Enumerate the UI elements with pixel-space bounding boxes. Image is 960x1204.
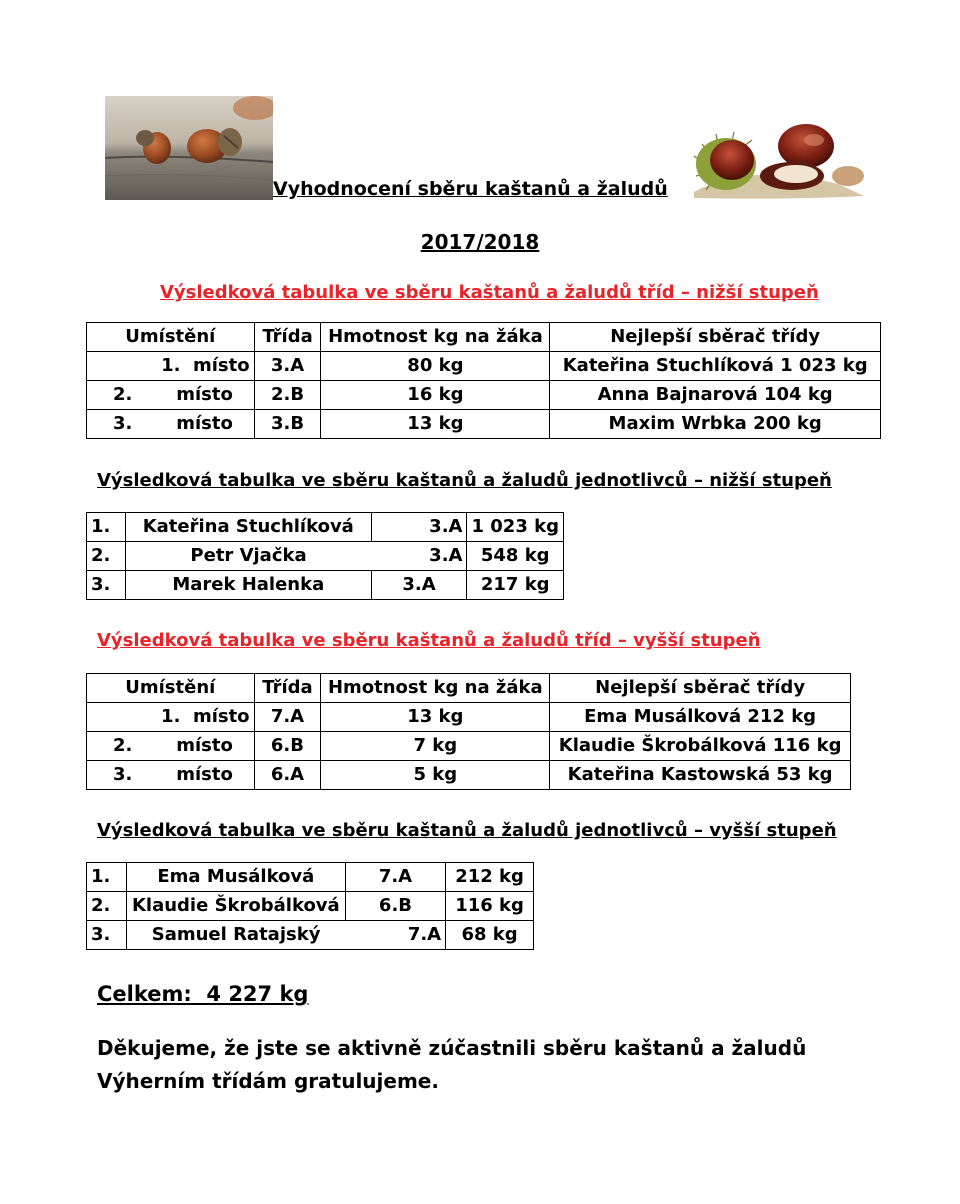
- header-cell: Nejlepší sběrač třídy: [550, 674, 851, 703]
- table3-class-results: [86, 673, 851, 790]
- mass-cell: 80 kg: [321, 352, 550, 381]
- table-row: [87, 513, 564, 542]
- mass-cell: 5 kg: [321, 761, 550, 790]
- class-cell: 7.A: [345, 863, 445, 892]
- class-cell: 3.A: [254, 352, 321, 381]
- class-cell: 2.B: [254, 381, 321, 410]
- mass-cell: 7 kg: [321, 732, 550, 761]
- place-cell: 3. místo: [87, 761, 255, 790]
- table3-heading: Výsledková tabulka ve sběru kaštanů a žaludů tříd – vyšší stupeň: [97, 630, 761, 651]
- acorns-image: [105, 96, 273, 200]
- mass-cell: 68 kg: [446, 921, 534, 950]
- table-row: [87, 921, 534, 950]
- table-row: [87, 732, 851, 761]
- school-year: 2017/2018: [420, 230, 540, 254]
- name-cell: Marek Halenka: [125, 571, 371, 600]
- class-cell: 6.A: [254, 761, 321, 790]
- best-cell: Kateřina Stuchlíková 1 023 kg: [550, 352, 881, 381]
- document-title: Vyhodnocení sběru kaštanů a žaludů: [273, 178, 668, 200]
- header-cell: Třída: [254, 323, 321, 352]
- table-row: [87, 542, 564, 571]
- name-cell: Petr Vjačka: [125, 542, 371, 571]
- table-header-row: [87, 674, 851, 703]
- table-row: [87, 571, 564, 600]
- best-cell: Ema Musálková 212 kg: [550, 703, 851, 732]
- mass-cell: 217 kg: [467, 571, 564, 600]
- table-row: [87, 410, 881, 439]
- place-cell: 3. místo: [87, 410, 255, 439]
- class-cell: 6.B: [345, 892, 445, 921]
- header-cell: Hmotnost kg na žáka: [321, 674, 550, 703]
- name-cell: Klaudie Škrobálková: [126, 892, 345, 921]
- table-header-row: [87, 323, 881, 352]
- rank-cell: 3.: [87, 921, 127, 950]
- table4-heading: Výsledková tabulka ve sběru kaštanů a žaludů jednotlivců – vyšší stupeň: [97, 820, 837, 841]
- class-cell: 7.A: [345, 921, 445, 950]
- rank-cell: 2.: [87, 892, 127, 921]
- name-cell: Samuel Ratajský: [126, 921, 345, 950]
- class-cell: 6.B: [254, 732, 321, 761]
- chestnuts-image: [688, 102, 872, 200]
- chestnuts-illustration: [688, 102, 872, 200]
- header-cell: Třída: [254, 674, 321, 703]
- mass-cell: 548 kg: [467, 542, 564, 571]
- class-cell: 3.A: [371, 571, 467, 600]
- rank-cell: 1.: [87, 513, 126, 542]
- place-cell: 2. místo: [87, 732, 255, 761]
- table-row: [87, 703, 851, 732]
- table-row: [87, 863, 534, 892]
- rank-cell: 3.: [87, 571, 126, 600]
- rank-cell: 1.: [87, 863, 127, 892]
- header-cell: Hmotnost kg na žáka: [321, 323, 550, 352]
- table-row: [87, 352, 881, 381]
- table-row: [87, 892, 534, 921]
- thanks-line-2: Výherním třídám gratulujeme.: [97, 1069, 439, 1093]
- mass-cell: 212 kg: [446, 863, 534, 892]
- header-cell: Nejlepší sběrač třídy: [550, 323, 881, 352]
- thanks-message: [97, 1032, 806, 1098]
- best-cell: Maxim Wrbka 200 kg: [550, 410, 881, 439]
- rank-cell: 2.: [87, 542, 126, 571]
- mass-cell: 13 kg: [321, 703, 550, 732]
- name-cell: Kateřina Stuchlíková: [125, 513, 371, 542]
- table1-heading: Výsledková tabulka ve sběru kaštanů a žaludů tříd – nižší stupeň: [160, 282, 819, 303]
- table-row: [87, 381, 881, 410]
- mass-cell: 116 kg: [446, 892, 534, 921]
- header-cell: Umístění: [87, 323, 255, 352]
- acorns-photo: [105, 96, 273, 200]
- table2-heading: Výsledková tabulka ve sběru kaštanů a žaludů jednotlivců – nižší stupeň: [97, 470, 832, 491]
- table-row: [87, 761, 851, 790]
- place-cell: 1. místo: [87, 703, 255, 732]
- place-cell: 2. místo: [87, 381, 255, 410]
- mass-cell: 1 023 kg: [467, 513, 564, 542]
- best-cell: Anna Bajnarová 104 kg: [550, 381, 881, 410]
- mass-cell: 13 kg: [321, 410, 550, 439]
- best-cell: Klaudie Škrobálková 116 kg: [550, 732, 851, 761]
- class-cell: 3.B: [254, 410, 321, 439]
- table4-individual-results: [86, 862, 534, 950]
- header-cell: Umístění: [87, 674, 255, 703]
- name-cell: Ema Musálková: [126, 863, 345, 892]
- class-cell: 3.A: [371, 513, 467, 542]
- class-cell: 7.A: [254, 703, 321, 732]
- thanks-line-1: Děkujeme, že jste se aktivně zúčastnili sběru kaštanů a žaludů: [97, 1036, 807, 1060]
- place-cell: 1. místo: [87, 352, 255, 381]
- total-weight: Celkem: 4 227 kg: [97, 982, 309, 1006]
- table1-class-results: [86, 322, 881, 439]
- class-cell: 3.A: [371, 542, 467, 571]
- table2-individual-results: [86, 512, 564, 600]
- mass-cell: 16 kg: [321, 381, 550, 410]
- best-cell: Kateřina Kastowská 53 kg: [550, 761, 851, 790]
